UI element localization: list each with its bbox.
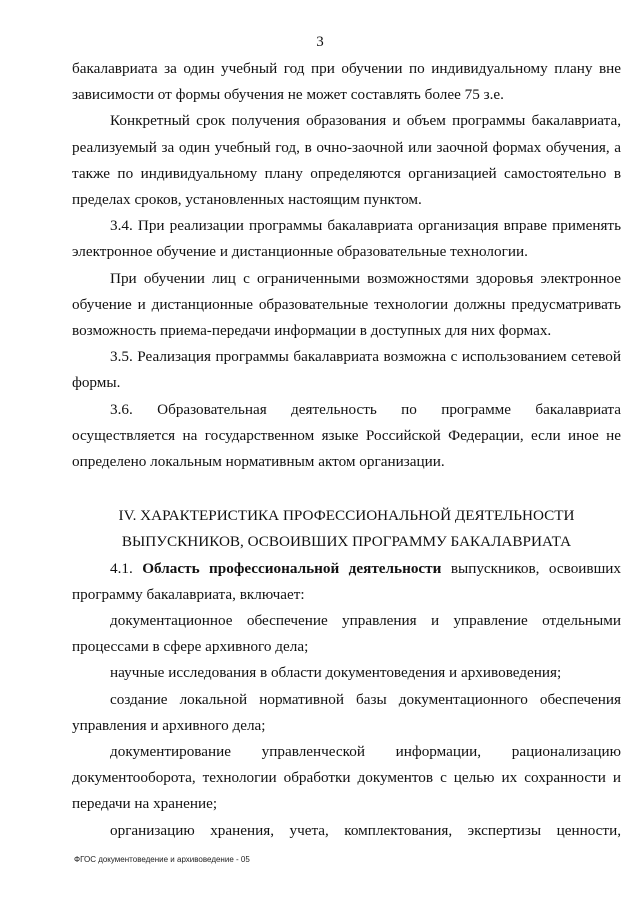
section-heading-line1: IV. ХАРАКТЕРИСТИКА ПРОФЕССИОНАЛЬНОЙ ДЕЯТЕЛЬНОСТИ bbox=[118, 507, 575, 525]
paragraph: бакалавриата за один учебный год при обучении по индивидуальному плану вне зависимости от формы обучения не может составлять более 75 з.е. bbox=[72, 60, 621, 104]
paragraph: Конкретный срок получения образования и объем программы бакалавриата, реализуемый за один учебный год, в очно-заочной или заочной формах обучения, а также по индивидуальному плану определяются организацией самостоятельно в пределах сроков, установленных настоящим пунктом. bbox=[72, 112, 621, 209]
paragraph: При обучении лиц с ограниченными возможностями здоровья электронное обучение и дистанционные образовательные технологии должны предусматривать возможность приема-передачи информации в доступных для них формах. bbox=[72, 269, 621, 340]
paragraph: 3.5. Реализация программы бакалавриата возможна с использованием сетевой формы. bbox=[72, 348, 621, 392]
list-item: научные исследования в области документоведения и архивоведения; bbox=[110, 664, 562, 682]
paragraph: 3.4. При реализации программы бакалавриата организация вправе применять электронное обучение и дистанционные образовательные технологии. bbox=[72, 217, 621, 261]
list-item: документирование управленческой информации, рационализацию документооборота, технологии обработки документов с целью их сохранности и передачи на хранение; bbox=[72, 743, 621, 813]
item-rest: выпускников, освоивших программу бакалавриата, включает: bbox=[72, 559, 621, 603]
list-item-last-line: организацию хранения, учета, комплектования, экспертизы ценности, bbox=[110, 821, 621, 839]
paragraph: 3.6. Образовательная деятельность по программе бакалавриата осуществляется на государственном языке Российской Федерации, если иное не определено локальным нормативным актом организации. bbox=[72, 400, 621, 471]
page-number: 3 bbox=[316, 34, 324, 50]
document-body bbox=[72, 56, 621, 844]
list-item: создание локальной нормативной базы документационного обеспечения управления и архивного дела; bbox=[72, 690, 621, 734]
item-4-1 bbox=[72, 556, 621, 608]
section-heading-line2: ВЫПУСКНИКОВ, ОСВОИВШИХ ПРОГРАММУ БАКАЛАВРИАТА bbox=[121, 533, 572, 551]
item-bold-term: Область профессиональной деятельности bbox=[142, 559, 442, 577]
footer-text: ФГОС документоведение и архивоведение - 05 bbox=[74, 855, 250, 864]
list-item: документационное обеспечение управления и управление отдельными процессами в сфере архивного дела; bbox=[72, 612, 621, 656]
item-number: 4.1. bbox=[110, 559, 143, 577]
